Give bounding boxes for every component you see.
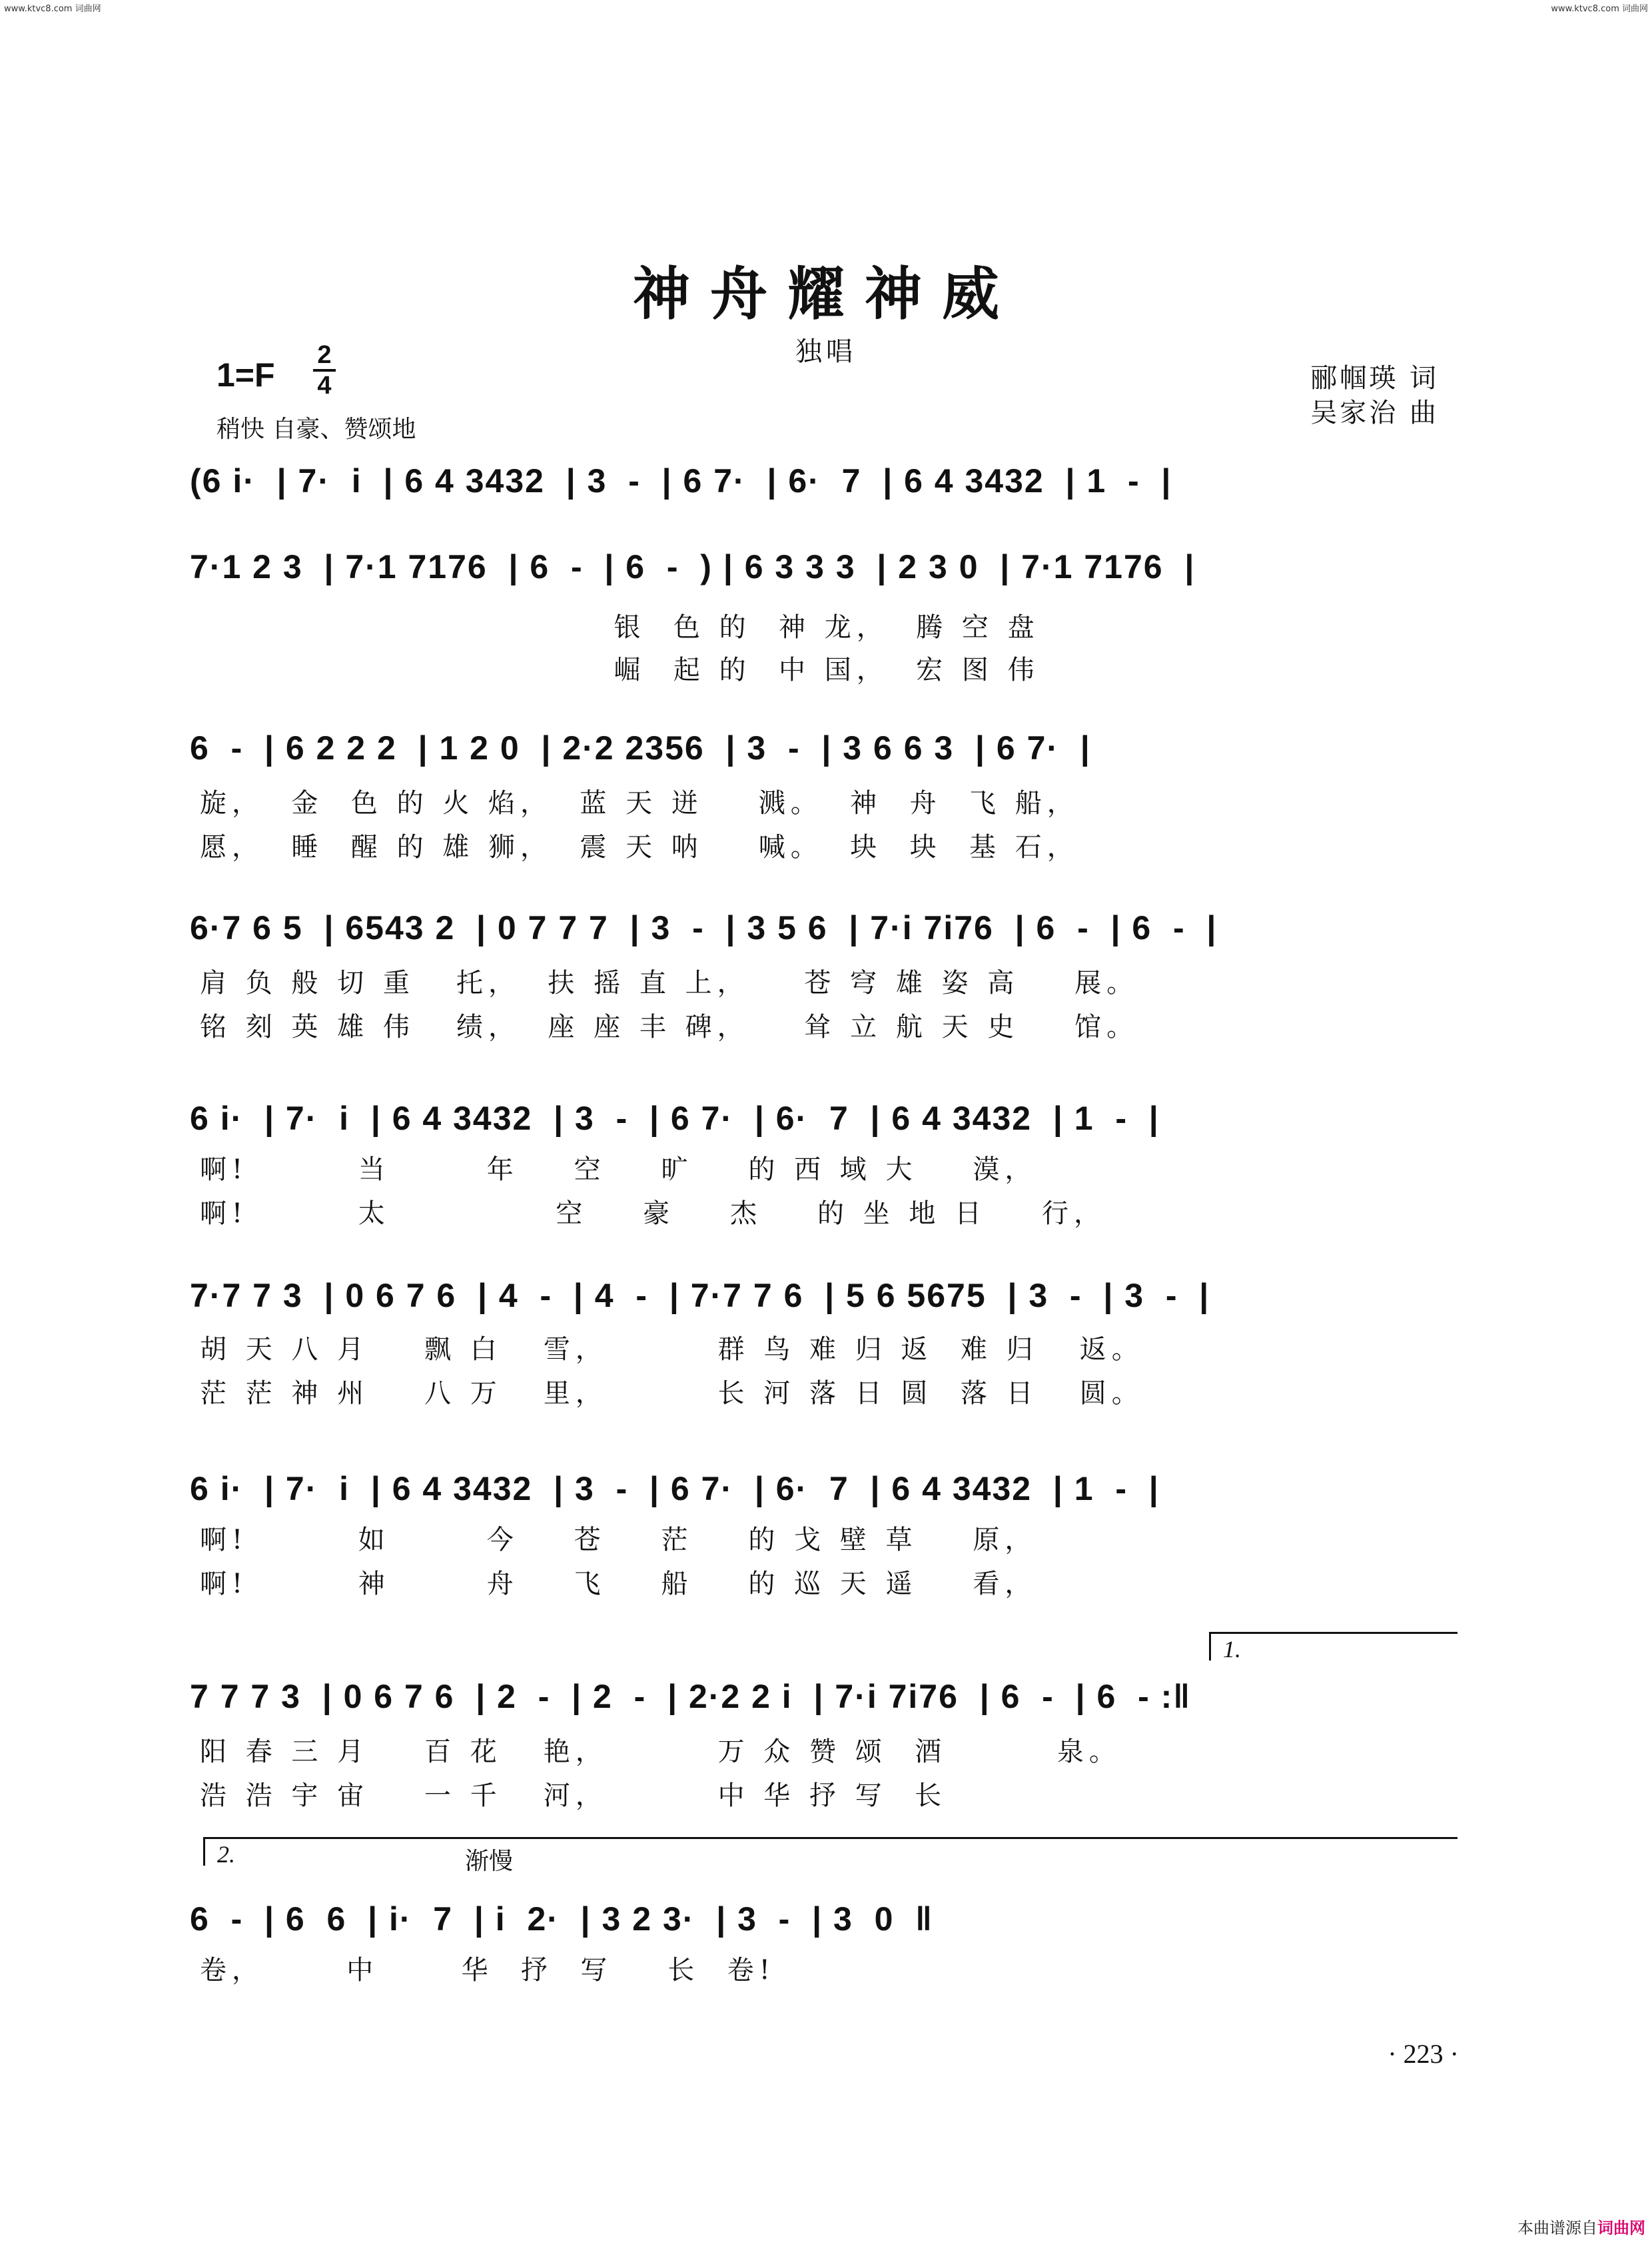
lyric-row-3-verse-2: 愿， 睡 醒 的 雄 狮， 震 天 呐 喊。 块 块 基 石， [200,832,1079,863]
lyric-row-6-verse-1: 胡 天 八 月 飘 白 雪， 群 鸟 难 归 返 难 归 返。 [200,1334,1144,1365]
song-subtitle: 独唱 [795,336,857,367]
lyric-row-2-verse-2: 崛 起 的 中 国， 宏 图 伟 [200,655,1040,685]
time-signature [313,342,336,398]
watermark-bottom-right [1517,2215,1645,2238]
ritardando-marking: 渐慢 [465,1848,514,1875]
lyric-row-4-verse-1: 肩 负 般 切 重 托， 扶 摇 直 上， 苍 穹 雄 姿 高 展。 [200,968,1139,998]
lyric-row-2-verse-1: 银 色 的 神 龙， 腾 空 盘 [200,612,1040,643]
lyricist-credit: 郦帼瑛 词 [1310,363,1439,394]
composer-credit: 吴家治 曲 [1310,398,1439,428]
volta-2-label: 2. [217,1841,235,1868]
meter-top: 2 [317,341,332,369]
lyric-row-3-verse-1: 旋， 金 色 的 火 焰， 蓝 天 迸 溅。 神 舟 飞 船， [200,788,1079,819]
volta-1-label: 1. [1223,1636,1241,1663]
lyric-row-8-verse-1: 阳 春 三 月 百 花 艳， 万 众 赞 颂 酒 泉。 [200,1736,1121,1767]
notation-row-6: 7·7 7 3 | 0 6 7 6 | 4 - | 4 - | 7·7 7 6 | 5 6 5675 | 3 - | 3 - | [190,1277,1210,1314]
lyric-row-6-verse-2: 茫 茫 神 州 八 万 里， 长 河 落 日 圆 落 日 圆。 [200,1378,1144,1409]
watermark-top-right: www.ktvc8.com 词曲网 [1551,4,1648,14]
notation-row-7: 6 i· | 7· i | 6 4 3432 | 3 - | 6 7· | 6· 7 | 6 4 3432 | 1 - | [190,1470,1160,1507]
notation-row-9: 6 - | 6 6 | i· 7 | i 2· | 3 2 3· | 3 - | 3 0 ‖ [190,1900,934,1938]
notation-row-1: (6 i· | 7· i | 6 4 3432 | 3 - | 6 7· | 6· 7 | 6 4 3432 | 1 - | [190,462,1172,500]
notation-row-5: 6 i· | 7· i | 6 4 3432 | 3 - | 6 7· | 6· 7 | 6 4 3432 | 1 - | [190,1100,1160,1137]
meter-bottom: 4 [317,372,332,400]
lyric-row-7-verse-1: 啊! 如 今 苍 茫 的 戈 壁 草 原， [200,1525,1037,1555]
lyric-row-5-verse-2: 啊! 太 空 豪 杰 的 坐 地 日 行， [200,1198,1106,1229]
volta-bracket-second-ending [203,1837,1457,1866]
tempo-marking: 稍快 自豪、赞颂地 [216,416,416,443]
lyric-row-7-verse-2: 啊! 神 舟 飞 船 的 巡 天 遥 看， [200,1569,1037,1599]
lyric-row-5-verse-1: 啊! 当 年 空 旷 的 西 域 大 漠， [200,1154,1037,1185]
song-title: 神舟耀神威 [633,260,1019,328]
watermark-brand: 词曲网 [1597,2219,1645,2237]
key-signature: 1=F [216,356,275,394]
volta-bracket-first-ending [1209,1632,1457,1661]
watermark-source-text: 本曲谱源自 [1517,2219,1597,2237]
lyric-row-8-verse-2: 浩 浩 宇 宙 一 千 河， 中 华 抒 写 长 [200,1780,947,1811]
lyric-row-9-verse-1: 卷， 中 华 抒 写 长 卷! [200,1955,775,1986]
notation-row-3: 6 - | 6 2 2 2 | 1 2 0 | 2·2 2356 | 3 - | 3 6 6 3 | 6 7· | [190,729,1091,767]
notation-row-4: 6·7 6 5 | 6543 2 | 0 7 7 7 | 3 - | 3 5 6 | 7·i 7i76 | 6 - | 6 - | [190,909,1218,946]
lyric-row-4-verse-2: 铭 刻 英 雄 伟 绩， 座 座 丰 碑， 耸 立 航 天 史 馆。 [200,1012,1139,1042]
watermark-top-left: www.ktvc8.com 词曲网 [4,4,101,14]
notation-row-2: 7·1 2 3 | 7·1 7176 | 6 - | 6 - ) | 6 3 3 3 | 2 3 0 | 7·1 7176 | [190,548,1196,585]
notation-row-8: 7 7 7 3 | 0 6 7 6 | 2 - | 2 - | 2·2 2 i | 7·i 7i76 | 6 - | 6 - :‖ [190,1678,1192,1715]
page-number: · 223 · [1388,2039,1459,2069]
